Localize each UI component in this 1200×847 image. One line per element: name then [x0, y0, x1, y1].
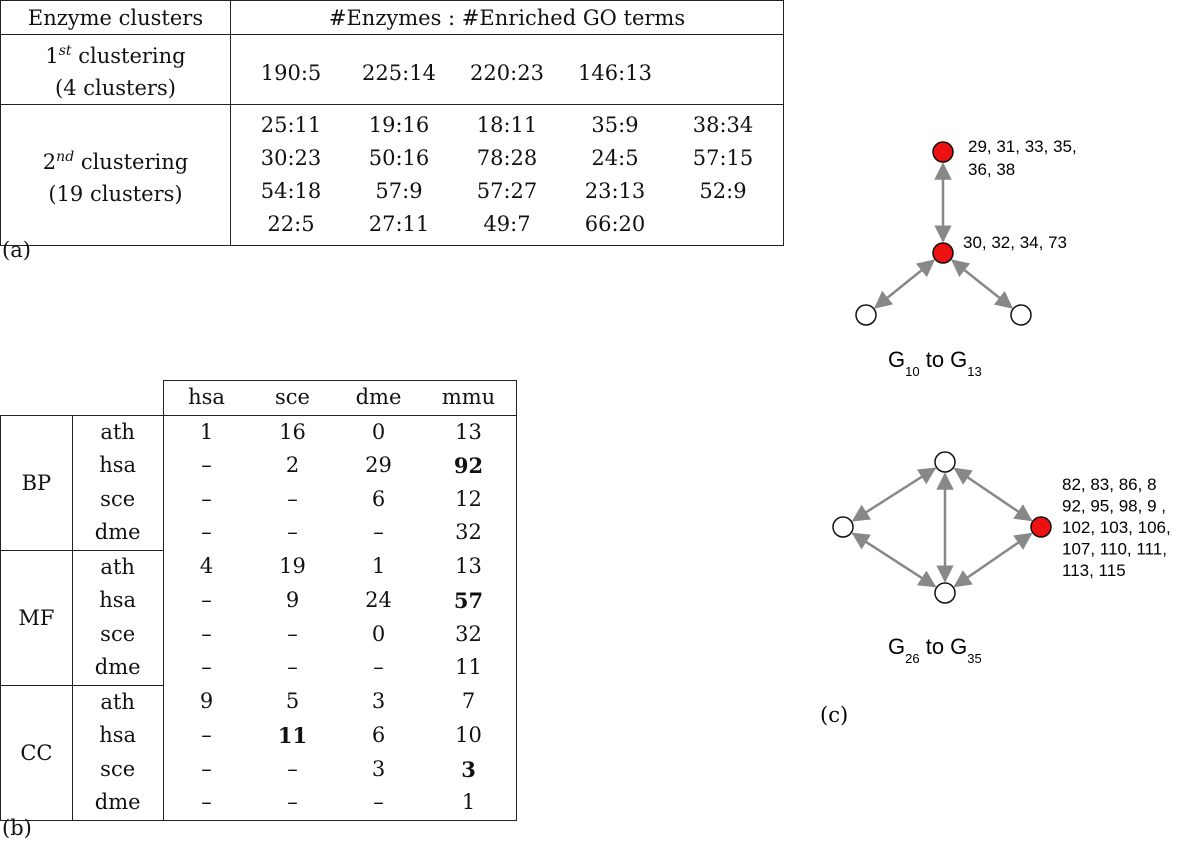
group-label-cc: CC: [1, 685, 73, 820]
first-clustering-ordinal: 1: [45, 44, 59, 68]
second-clustering-value: 30:23: [260, 146, 322, 170]
table-b-cell: 13: [422, 415, 517, 449]
second-clustering-value: 27:11: [368, 212, 430, 236]
first-clustering-count: (4 clusters): [55, 76, 176, 100]
graph-bottom-label: [1062, 475, 1171, 580]
second-clustering-value: 24:5: [591, 146, 639, 170]
table-b-row: [1, 516, 517, 550]
edge-left-bottom: [853, 534, 935, 587]
go-term-comparison-table: [0, 380, 517, 821]
graph-bottom-label-line: 82, 83, 86, 8: [1062, 475, 1157, 494]
table-b-cell: 11: [422, 651, 517, 685]
table-b-cell: 1: [371, 554, 386, 579]
table-b-cell: 32: [422, 516, 517, 550]
second-clustering-sup: nd: [56, 148, 75, 165]
table-b-cell: 2: [285, 453, 300, 477]
graph-bottom-node-left: [833, 517, 853, 537]
second-clustering-value: 23:13: [584, 179, 646, 203]
first-clustering-grid: [231, 45, 783, 94]
table-b-cell: 6: [371, 486, 386, 511]
first-clustering-value: 225:14: [362, 61, 436, 85]
table-b-cell: –: [163, 786, 250, 820]
second-clustering-count: (19 clusters): [48, 181, 183, 206]
table-b-cell: 19: [279, 554, 306, 579]
table-b-cell: 7: [422, 685, 517, 719]
graph-top-center-label: 30, 32, 34, 73: [963, 233, 1067, 252]
table-b-cell: 32: [422, 618, 517, 652]
cluster-summary-table: [0, 0, 784, 246]
table-b-cell: 29: [365, 453, 392, 477]
second-clustering-value: 66:20: [584, 212, 646, 236]
table-b-cell: 12: [422, 483, 517, 517]
table-b-cell: –: [373, 520, 384, 545]
group-label-bp: BP: [1, 415, 73, 550]
header-enzyme-clusters: Enzyme clusters: [1, 1, 231, 35]
second-clustering-value: 18:11: [476, 113, 538, 137]
table-a-row-first-clustering: [1, 35, 784, 105]
table-b-cell: 92: [422, 449, 517, 483]
table-b-cell: –: [287, 621, 298, 646]
table-b-cell: 5: [285, 689, 300, 714]
row-species-label: ath: [72, 685, 163, 719]
table-b-cell: –: [201, 655, 212, 680]
graph-top-node-upper: [933, 142, 953, 162]
graph-bottom-caption: $G_{26}$ to $G_{35}$: [888, 634, 982, 666]
table-b-row: [1, 753, 517, 787]
edge-center-right: [952, 260, 1011, 307]
table-b-row: [1, 483, 517, 517]
row-species-label: dme: [72, 651, 163, 685]
second-clustering-value: 35:9: [591, 113, 639, 137]
table-b-cell: 4: [199, 554, 214, 579]
second-clustering-value: 54:18: [260, 179, 322, 203]
second-clustering-value: 50:16: [368, 146, 430, 170]
first-clustering-value: 190:5: [260, 61, 322, 85]
table-b-cell: 16: [279, 419, 306, 444]
column-header-hsa: hsa: [163, 381, 250, 416]
second-clustering-grid: [231, 105, 783, 245]
second-clustering-value: 19:16: [368, 113, 430, 137]
graph-bottom-node-top: [935, 452, 955, 472]
table-b-cell: 24: [365, 588, 392, 612]
row-species-label: hsa: [72, 584, 163, 618]
graph-bottom-label-line: 107, 110, 111,: [1062, 539, 1167, 559]
graph-bottom-node-bottom: [935, 583, 955, 603]
table-b-row: [1, 449, 517, 483]
graph-top-node-right: [1011, 305, 1031, 325]
table-b-cell: –: [250, 786, 336, 820]
table-b-cell: 3: [422, 753, 517, 787]
table-b-cell: –: [201, 520, 212, 545]
table-b-cell: –: [287, 655, 298, 680]
table-b-row: [1, 584, 517, 618]
table-a-header-row: [1, 1, 784, 35]
table-b-cell: –: [201, 486, 212, 511]
row-species-label: hsa: [72, 449, 163, 483]
first-clustering-value: 146:13: [578, 61, 652, 85]
graph-top-node-left: [856, 305, 876, 325]
second-clustering-value: 25:11: [260, 113, 322, 137]
graph-bottom-node-right: [1031, 517, 1051, 537]
second-clustering-value: 78:28: [476, 146, 538, 170]
table-b-row: [1, 651, 517, 685]
table-b-cell: –: [201, 621, 212, 646]
graph-bottom-label-line: 92, 95, 98, 9 ,: [1062, 496, 1166, 516]
first-clustering-text: clustering: [71, 44, 186, 68]
graph-top-node-center: [933, 243, 953, 263]
table-b-corner: [1, 381, 164, 416]
table-b-cell: –: [287, 520, 298, 545]
caption-a: (a): [2, 238, 31, 262]
table-b-row: [1, 618, 517, 652]
row-species-label: ath: [72, 550, 163, 584]
table-b-cell: –: [287, 756, 298, 781]
column-header-mmu: mmu: [422, 381, 517, 416]
second-clustering-values: [231, 105, 784, 246]
first-clustering-sup: st: [58, 43, 72, 59]
second-clustering-value: 22:5: [267, 212, 315, 236]
table-b-cell: 9: [199, 689, 214, 714]
table-b-cell: –: [201, 453, 212, 477]
graph-top-upper-label-1: 29, 31, 33, 35,: [968, 137, 1077, 156]
first-clustering-values: [231, 35, 784, 105]
edge-center-left: [875, 261, 933, 308]
first-clustering-label: [1, 35, 231, 105]
table-b-cell: 57: [422, 584, 517, 618]
second-clustering-value: 57:27: [476, 179, 538, 203]
row-species-label: sce: [72, 618, 163, 652]
second-clustering-value: 52:9: [699, 179, 747, 203]
graph-top-upper-label-2: 36, 38: [968, 160, 1016, 179]
second-clustering-text: clustering: [74, 149, 189, 174]
second-clustering-value: 49:7: [483, 212, 531, 236]
table-b-cell: 1: [199, 419, 214, 444]
second-clustering-label: [1, 105, 231, 246]
table-b-cell: 6: [371, 723, 386, 747]
row-species-label: ath: [72, 415, 163, 449]
table-b-header-row: [1, 381, 517, 416]
row-species-label: dme: [72, 516, 163, 550]
row-species-label: sce: [72, 483, 163, 517]
table-b-cell: 11: [277, 723, 308, 748]
row-species-label: dme: [72, 786, 163, 820]
column-header-dme: dme: [336, 381, 422, 416]
second-clustering-ordinal: 2: [42, 149, 57, 174]
edge-top-right: [955, 469, 1031, 521]
table-b-cell: –: [373, 655, 384, 680]
row-species-label: hsa: [72, 719, 163, 753]
bottom-graph-edges: [853, 468, 1031, 586]
table-b-cell: 0: [371, 419, 386, 444]
table-b-cell: 13: [422, 550, 517, 584]
table-b-row: [1, 786, 517, 820]
graph-top-caption: $G_{10}$ to $G_{13}$: [888, 347, 982, 379]
table-b-cell: 1: [422, 786, 517, 820]
table-b-cell: 3: [371, 756, 386, 781]
second-clustering-value: 57:15: [692, 146, 754, 170]
table-b-row: [1, 685, 517, 719]
table-b-cell: 3: [371, 689, 386, 714]
table-b-row: [1, 719, 517, 753]
graph-bottom-label-line: 102, 103, 106,: [1062, 518, 1171, 537]
second-clustering-value: 57:9: [375, 179, 423, 203]
edge-top-left: [853, 468, 935, 520]
graph-bottom-label-line: 113, 115: [1062, 561, 1126, 580]
row-species-label: sce: [72, 753, 163, 787]
header-enzymes-go-terms: #Enzymes : #Enriched GO terms: [231, 1, 784, 35]
top-graph-edges: [875, 164, 1011, 308]
table-b-cell: 9: [285, 588, 300, 612]
second-clustering-value: 38:34: [692, 113, 754, 137]
caption-b: (b): [2, 816, 32, 840]
table-b-cell: –: [287, 486, 298, 511]
edge-bottom-right: [955, 534, 1031, 586]
table-b-cell: 10: [422, 719, 517, 753]
caption-c: (c): [820, 703, 849, 727]
first-clustering-value: 220:23: [470, 61, 544, 85]
table-b-cell: –: [201, 723, 212, 747]
table-b-cell: –: [201, 588, 212, 612]
column-header-sce: sce: [250, 381, 336, 416]
table-b-row: [1, 550, 517, 584]
table-a-row-second-clustering: [1, 105, 784, 246]
table-b-cell: 0: [371, 621, 386, 646]
table-b-cell: –: [201, 756, 212, 781]
table-b-row: [1, 415, 517, 449]
table-b-cell: –: [336, 786, 422, 820]
group-label-mf: MF: [1, 550, 73, 685]
